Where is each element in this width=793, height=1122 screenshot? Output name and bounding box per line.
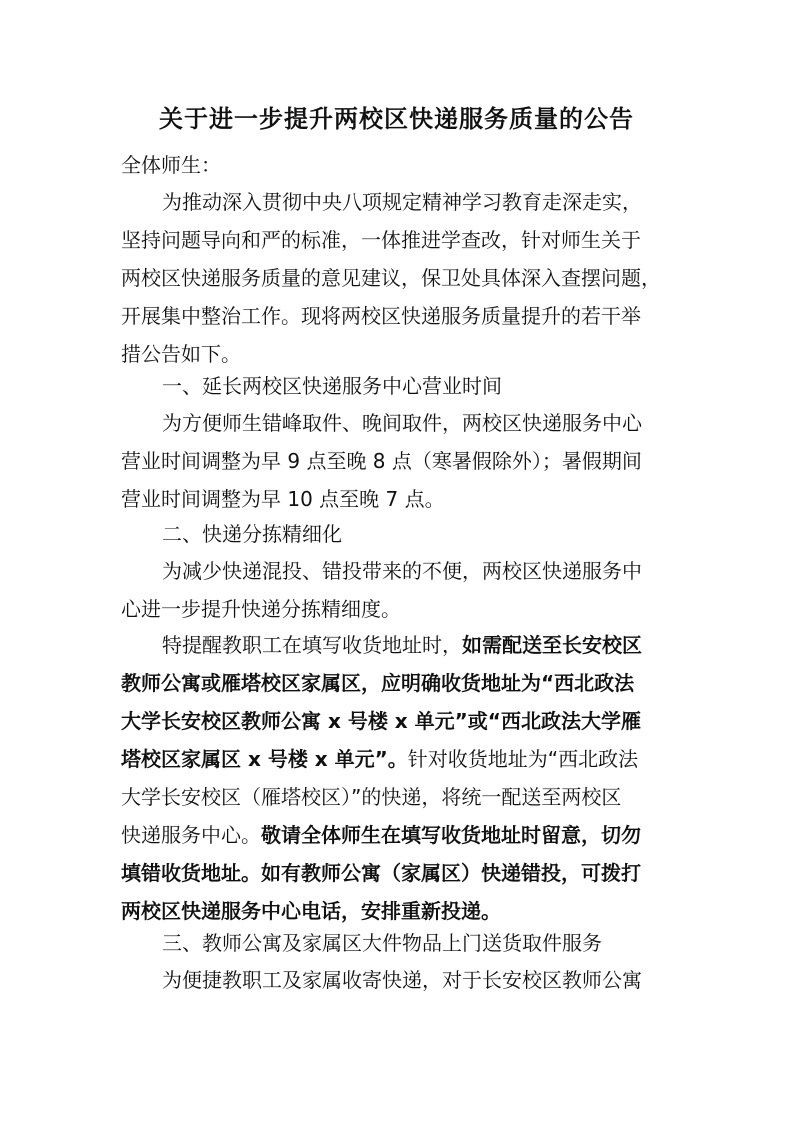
intro-line-1: 为推动深入贯彻中央八项规定精神学习教育走深走实， [162, 190, 642, 214]
section-1-line-2: 营业时间调整为早 9 点至晚 8 点（寒暑假除外）；暑假期间 [121, 449, 642, 473]
section-1-heading-text: 一、延长两校区快递服务中心营业时间 [162, 374, 502, 398]
section-2-paragraph-1 [121, 552, 678, 628]
section-2-p2-line-1-bold: 如需配送至长安校区 [462, 633, 642, 657]
section-2-paragraph-2 [121, 626, 678, 930]
section-1-line-3: 营业时间调整为早 10 点至晚 7 点。 [121, 487, 445, 511]
section-2-p2-line-6-normal: 快递服务中心。 [121, 823, 261, 847]
section-2-p2-line-7: 填错收货地址。如有教师公寓（家属区）快递错投，可拨打 [121, 861, 641, 885]
section-1-heading [121, 367, 678, 405]
section-1-line-1: 为方便师生错峰取件、晚间取件，两校区快递服务中心 [162, 411, 642, 435]
section-2-p2-line-2: 教师公寓或雁塔校区家属区，应明确收货地址为“西北政法 [121, 671, 635, 695]
section-2-p1-line-2: 心进一步提升快递分拣精细度。 [121, 597, 401, 621]
section-3-heading [121, 924, 678, 962]
page-title: 关于进一步提升两校区快递服务质量的公告 [159, 104, 634, 133]
section-2-p2-line-8: 两校区快递服务中心电话，安排重新投递。 [121, 899, 501, 923]
section-3-paragraph [121, 961, 678, 999]
greeting-line: 全体师生： [121, 153, 221, 177]
section-3-line-1: 为便捷教职工及家属收寄快递，对于长安校区教师公寓 [162, 968, 642, 992]
section-2-p2-line-3: 大学长安校区教师公寓 x 号楼 x 单元”或“西北政法大学雁 [121, 709, 641, 733]
section-2-p2-line-1 [121, 626, 678, 664]
section-1-paragraph [121, 404, 678, 518]
section-2-p2-line-6 [121, 816, 678, 854]
intro-line-3: 两校区快递服务质量的意见建议，保卫处具体深入查摆问题， [121, 266, 661, 290]
section-2-p2-line-1-normal: 特提醒教职工在填写收货地址时， [162, 633, 462, 657]
section-2-p2-line-4 [121, 740, 678, 778]
section-2-p1-line-1: 为减少快递混投、错投带来的不便，两校区快递服务中 [162, 559, 642, 583]
intro-paragraph [121, 183, 678, 373]
section-3-heading-text: 三、教师公寓及家属区大件物品上门送货取件服务 [162, 931, 602, 955]
section-2-p2-line-4-normal: 针对收货地址为“西北政法 [407, 747, 639, 771]
section-2-heading [121, 515, 678, 553]
intro-line-2: 坚持问题导向和严的标准，一体推进学查改，针对师生关于 [121, 228, 641, 252]
section-2-p2-line-6-bold: 敬请全体师生在填写收货地址时留意，切勿 [261, 823, 641, 847]
section-2-heading-text: 二、快递分拣精细化 [162, 522, 342, 546]
section-2-p2-line-5: 大学长安校区（雁塔校区）”的快递，将统一配送至两校区 [121, 785, 622, 809]
greeting [121, 146, 678, 184]
intro-line-5: 措公告如下。 [121, 342, 241, 366]
section-2-p2-line-4-bold: 塔校区家属区 x 号楼 x 单元”。 [121, 747, 408, 771]
intro-line-4: 开展集中整治工作。现将两校区快递服务质量提升的若干举 [121, 304, 641, 328]
